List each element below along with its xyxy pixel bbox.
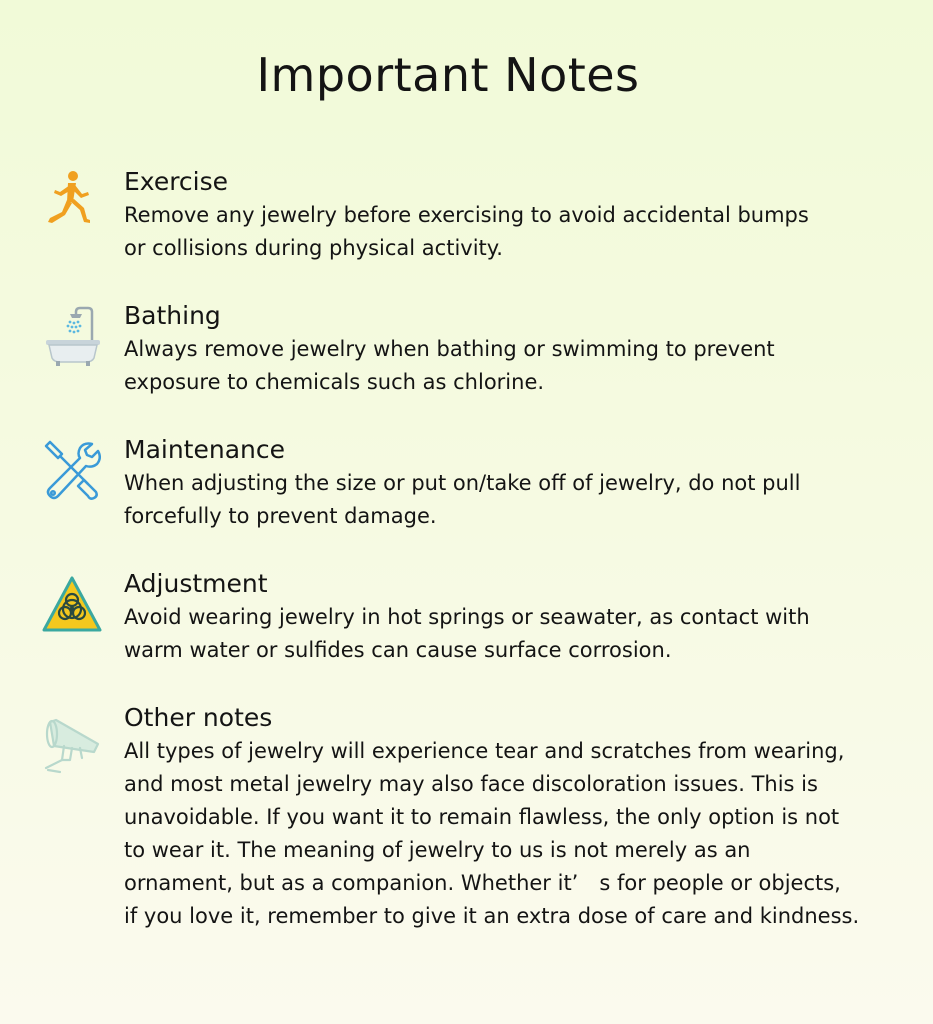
note-body: All types of jewelry will experience tear and scratches from wearing, and most metal jewelry may also face discoloration issues. This is unavoidable. If you want it to remain flawless, the only option is not to wear it. The meaning of jewelry to us is not merely as an ornament, but as a companion. Whether it’ s for people or objects, if you love it, remember to give it an extra dose of care and kindness. [124,739,860,928]
bathtub-shower-icon [40,304,104,368]
note-heading: Maintenance [124,435,285,464]
page-title: Important Notes [256,48,640,102]
note-heading: Other notes [124,703,273,732]
note-body: When adjusting the size or put on/take off of jewelry, do not pull forcefully to prevent damage. [124,471,801,528]
wrench-screwdriver-icon [40,438,104,502]
biohazard-warning-icon [40,572,104,636]
note-heading: Exercise [124,167,229,196]
note-heading: Adjustment [124,569,268,598]
note-body: Avoid wearing jewelry in hot springs or seawater, as contact with warm water or sulfides can cause surface corrosion. [124,605,810,662]
megaphone-icon [40,712,104,776]
note-body: Always remove jewelry when bathing or swimming to prevent exposure to chemicals such as chlorine. [124,337,775,394]
note-body: Remove any jewelry before exercising to avoid accidental bumps or collisions during physical activity. [124,203,809,260]
note-heading: Bathing [124,301,221,330]
running-person-icon [40,168,104,232]
